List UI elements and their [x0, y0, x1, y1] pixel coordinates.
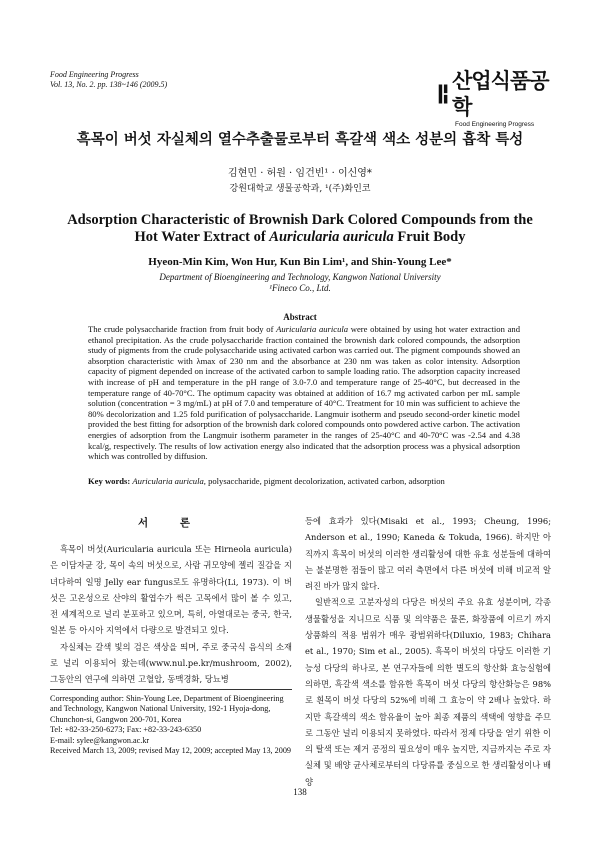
korean-title: 흑목이 버섯 자실체의 열수추출물로부터 흑갈색 색소 성분의 흡착 특성: [76, 132, 524, 148]
footnote-divider: [50, 689, 292, 690]
page-number: 138: [293, 787, 307, 797]
journal-name: Food Engineering Progress: [50, 70, 139, 79]
journal-logo: [437, 68, 552, 128]
abstract-text: The crude polysaccharide fraction from fruit body of Auricularia auricula were obtained by using hot water extraction and ethanol precipitation. As the crude polysaccharide fraction contained the brownish dark colored compounds, the adsorption study of pigments from the crude polysaccharide using activated carbon was carried out. The pigment compounds showed an absorption characteristic with λmax of 230 nm and the absorbance at 230 nm was taken as color intensity. Adsorption capacity of pigment depended on increase of the activated carbon to sample loading ratio. The adsorption capacity increased with increase of pH and temperature in the pH range of 3.0-7.0 and temperature range of 25-40°C, but decreased in the temperature range of 40-70°C. The optimum capacity was obtained at addition of 16.7 mg activated carbon per mL sample solution (concentration = 3 mg/mL) at pH of 7.0 and temperature of 40°C. Treatment for 10 min was sufficient to achieve the 80% decolorization and 1.25 fold purification of polysaccharide. Langmuir isotherm and pseudo second-order kinetic model provided the best fitting for adsorption of the brownish dark colored compounds onto powdered active carbon. The activation energies of adsorption from the Langmuir isotherm parameter in the ranges of 25-40°C and 40-70°C was -2.54 and 4.38 kcal/g, respectively. The results of low activation energy also indicated that the adsorption process was a physical adsorption which was controlled by diffusion.: [88, 324, 520, 462]
english-authors: Hyeon-Min Kim, Won Hur, Kun Bin Lim¹, and Shin-Young Lee*: [148, 256, 452, 268]
body-paragraph: 등에 효과가 있다(Misaki et al., 1993; Cheung, 1996; Anderson et al., 1990; Kaneda & Tokuda, 1966). 하지만 아직까지 흑목이 버섯의 이러한 생리활성에 대한 유효 성분들에 대하여는 불분명한 점들이 많고 여러 측면에서 다른 버섯에 비해 비교적 알려진 바가 많지 않다.: [305, 516, 551, 592]
left-column-body: [50, 541, 292, 688]
body-paragraph: 자실체는 갈색 빛의 검은 색상을 띄며, 주로 중국식 음식의 소재로 널리 이용되어 왔는데(www.nul.pe.kr/mushroom, 2002), 그동안의 연구에 의하면 고혈압, 동맥경화, 당뇨병: [50, 641, 292, 685]
section-heading-introduction: 서 론: [138, 517, 204, 529]
english-title-line2: Hot Water Extract of Auricularia auricula Fruit Body: [134, 229, 466, 245]
logo-english-text: Food Engineering Progress: [455, 121, 535, 128]
email: E-mail: sylee@kangwon.ac.kr: [50, 735, 150, 745]
journal-header: [50, 70, 167, 90]
keywords: Key words: Auricularia auricula, polysaccharide, pigment decolorization, activated carbon, adsorption: [88, 476, 445, 486]
english-title: [30, 212, 570, 246]
right-column-body: [305, 513, 551, 790]
logo-korean-text: 산업식품공학: [452, 69, 549, 119]
korean-affiliation: 강원대학교 생물공학과, ¹(주)화인코: [229, 184, 371, 194]
english-affiliation: Department of Bioengineering and Technology, Kangwon National University ¹Fineco Co., Ltd.: [159, 272, 441, 293]
correspondence-footnote: Corresponding author: Shin-Young Lee, Department of Bioengineering and Technology, Kangwon National University, 192-1 Hyoja-dong, Chunchon-si, Gangwon 200-701, Korea Tel: +82-33-250-6273; Fax: +82-33-243-6350 E-mail: sylee@kangwon.ac.kr Received March 13, 2009; revised May 12, 2009; accepted May 13, 2009: [50, 694, 292, 756]
english-title-line1: Adsorption Characteristic of Brownish Dark Colored Compounds from the: [67, 212, 533, 228]
logo-mark-icon: [437, 81, 449, 107]
journal-citation: Vol. 13, No. 2. pp. 138~146 (2009.5): [50, 80, 168, 89]
korean-authors: 김현민 · 허원 · 임건빈¹ · 이신영*: [228, 168, 372, 179]
keywords-label: Key words:: [88, 476, 131, 486]
abstract-heading: Abstract: [283, 312, 317, 322]
body-paragraph: 흑목이 버섯(Auricularia auricula 또는 Hirneola auricula)은 이담자균 강, 목이 속의 버섯으로, 사람 귀모양에 젤리 질감을 지녀다하여 일명 Jelly ear fungus로도 유명하다(Li, 1973). 이 버섯은 고온성으로 산야의 활엽수가 썩은 고목에서 많이 볼 수 있고, 전 세계적으로 널리 분포하고 있으며, 특히, 아열대로는 중국, 한국, 일본 등 아시아 지역에서 다량으로 발견되고 있다.: [50, 544, 292, 636]
body-paragraph: 일반적으로 고분자성의 다당은 버섯의 주요 유효 성분이며, 각종 생물활성을 지니므로 식품 및 의약품은 물론, 화장품에 이르기 까지 상품화의 적용 범위가 매우 광범위하다(Diluxio, 1983; Chihara et al., 1970; Sim et al., 2005). 흑목이 버섯의 다당도 이러한 기능성 다당의 하나로, 본 연구자들에 의한 별도의 항산화 효능실험에 의하면, 흑갈색 색소를 함유한 흑목이 버섯 다당의 항산화능은 98%로 흰목이 버섯 다당의 52%에 비해 그 효능이 약 2배나 높았다. 하지만 흑갈색의 색소 함유율이 높아 최종 제품의 색택에 영향을 주므로 그동안 널리 이용되지 못하였다. 따라서 정제 다당을 얻기 위한 이의 탈색 또는 제거 공정의 필요성이 매우 높지만, 지금까지는 주로 자실체 및 배양 균사체로부터의 다당류를 중심으로 한 생리활성이나 배양: [305, 597, 551, 787]
